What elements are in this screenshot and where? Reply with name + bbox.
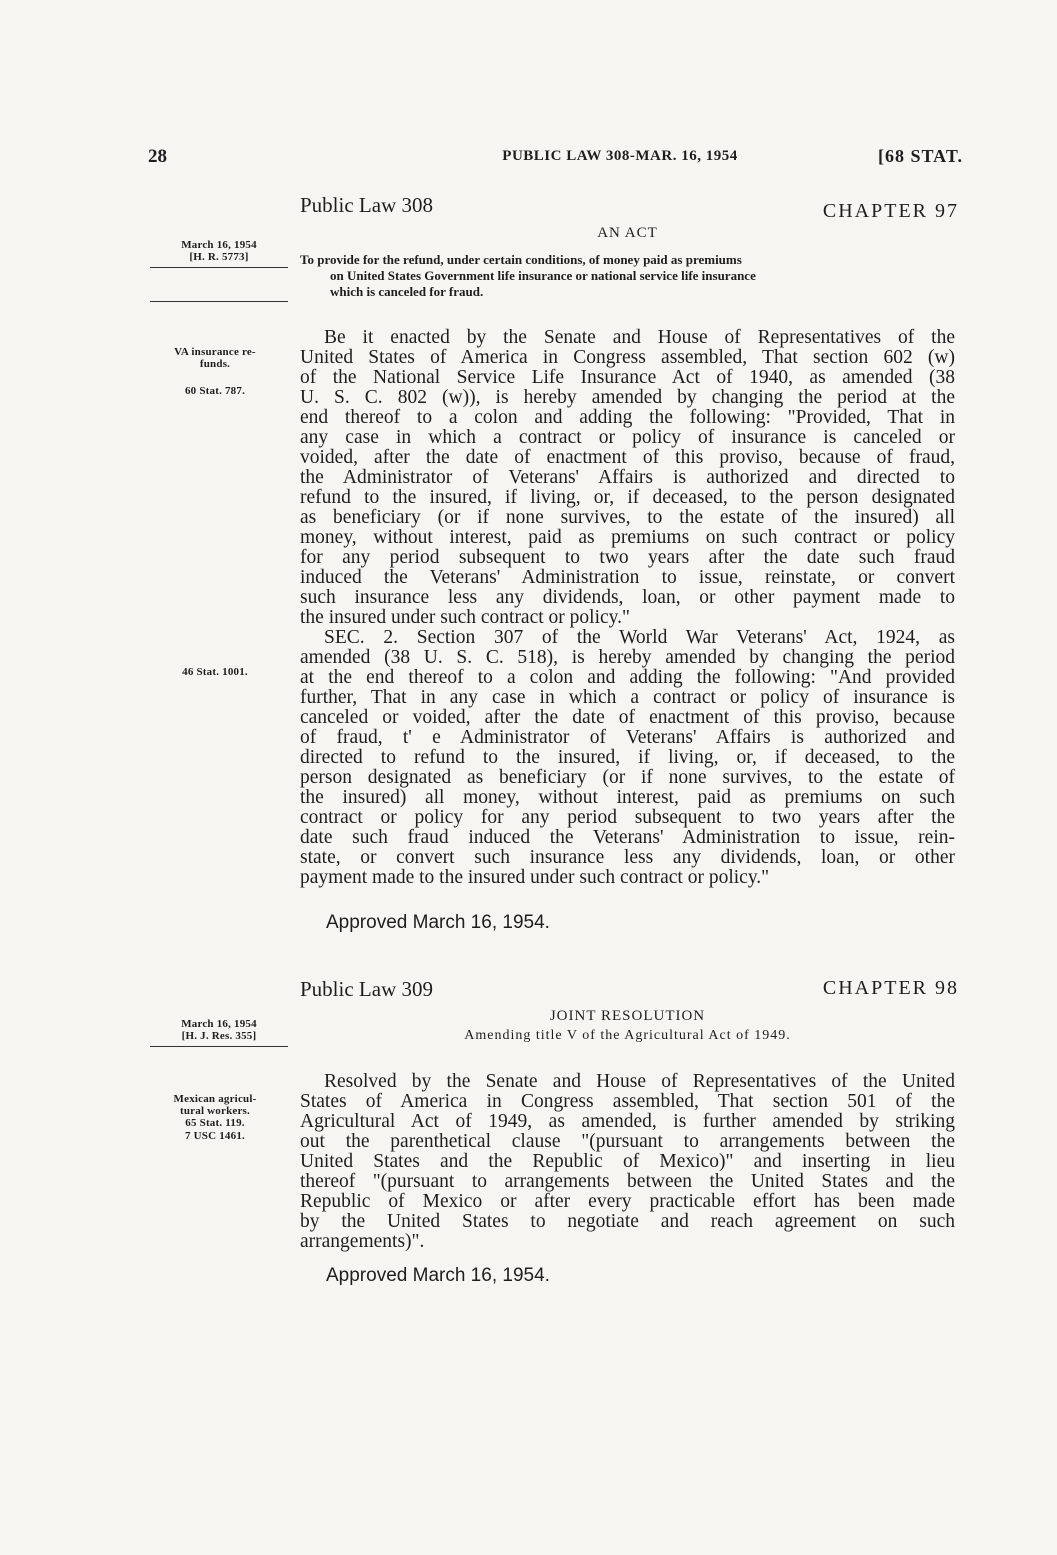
text-line: the insured) all money, without interest, paid as premiums on such	[300, 787, 955, 808]
margin-divider	[150, 267, 288, 268]
text-line: Agricultural Act of 1949, as amended, is further amended by striking	[300, 1111, 955, 1132]
margin-topic-va-insurance: VA insurance re- funds.	[174, 346, 256, 370]
text-line: arrangements)".	[300, 1231, 425, 1252]
text-line: refund to the insured, if living, or, if deceased, to the person designated	[300, 487, 955, 508]
text-line: induced the Veterans' Administration to issue, reinstate, or convert	[300, 567, 955, 588]
text-line: the insured under such contract or policy."	[300, 607, 630, 628]
text-line: States of America in Congress assembled, That section 501 of the	[300, 1091, 955, 1112]
public-law-309-label: Public Law 309	[300, 977, 433, 1001]
chapter-98-label: CHAPTER 98	[822, 977, 959, 999]
text-line: payment made to the insured under such contract or policy."	[300, 867, 770, 888]
text-line: state, or convert such insurance less any dividends, loan, or other	[300, 847, 955, 868]
text-line: Resolved by the Senate and House of Representatives of the United	[324, 1071, 955, 1092]
text-line: of the National Service Life Insurance Act of 1940, as amended (38	[300, 367, 955, 388]
act-purpose	[300, 252, 960, 300]
text-line: end thereof to a colon and adding the following: "Provided, That in	[300, 407, 955, 428]
margin-citation-7-usc: 7 USC 1461.	[185, 1130, 245, 1142]
running-title: PUBLIC LAW 308-MAR. 16, 1954	[502, 148, 738, 164]
margin-date-309	[150, 1018, 288, 1042]
text-line: out the parenthetical clause "(pursuant to arrangements between the	[300, 1131, 955, 1152]
text-line: for any period subsequent to two years after the date such fraud	[300, 547, 955, 568]
text-line: money, without interest, paid as premiums on such contract or policy	[300, 527, 955, 548]
purpose-line-1: To provide for the refund, under certain conditions, of money paid as premiums	[300, 252, 742, 267]
margin-divider	[150, 1046, 288, 1047]
margin-divider	[150, 301, 288, 302]
volume-reference: [68 STAT.	[877, 146, 963, 166]
text-line: date such fraud induced the Veterans' Administration to issue, rein-	[300, 827, 955, 848]
text-line: thereof "(pursuant to arrangements between the United States and the	[300, 1171, 955, 1192]
margin-date-308	[150, 239, 288, 263]
margin-topic-mexican-workers: Mexican agricul- tural workers.	[173, 1093, 257, 1117]
text-line: United States and the Republic of Mexico)" and inserting in lieu	[300, 1151, 955, 1172]
text-line: amended (38 U. S. C. 518), is hereby amended by changing the period	[300, 647, 955, 668]
margin-date: March 16, 1954	[181, 1018, 257, 1030]
text-line: of fraud, t' e Administrator of Veterans' Affairs is authorized and	[300, 727, 955, 748]
page-number: 28	[148, 146, 167, 167]
text-line: any case in which a contract or policy of insurance is canceled or	[300, 427, 955, 448]
text-line: SEC. 2. Section 307 of the World War Veterans' Act, 1924, as	[324, 627, 955, 648]
text-line: as beneficiary (or if none survives, to the estate of the insured) all	[300, 507, 955, 528]
margin-citation-46-stat: 46 Stat. 1001.	[182, 666, 248, 678]
law-308-text	[300, 328, 955, 888]
text-line: voided, after the date of enactment of this proviso, because of fraud,	[300, 447, 955, 468]
text-line: United States of America in Congress assembled, That section 602 (w)	[300, 347, 955, 368]
text-line: person designated as beneficiary (or if none survives, to the estate of	[300, 767, 955, 788]
text-line: canceled or voided, after the date of enactment of this proviso, because	[300, 707, 955, 728]
resolution-purpose: Amending title V of the Agricultural Act of 1949.	[464, 1028, 791, 1043]
margin-citation-60-stat: 60 Stat. 787.	[184, 385, 246, 397]
margin-citation-65-stat: 65 Stat. 119.	[185, 1117, 245, 1129]
text-line: at the end thereof to a colon and adding the following: "And provided	[300, 667, 955, 688]
text-line: directed to refund to the insured, if living, or, if deceased, to the	[300, 747, 955, 768]
approval-line-309: Approved March 16, 1954.	[326, 1265, 550, 1286]
text-line: the Administrator of Veterans' Affairs is authorized and directed to	[300, 467, 955, 488]
text-line: contract or policy for any period subsequent to two years after the	[300, 807, 955, 828]
margin-date: March 16, 1954	[181, 239, 257, 251]
joint-resolution-heading: JOINT RESOLUTION	[549, 1008, 706, 1024]
approval-line-308: Approved March 16, 1954.	[326, 912, 550, 933]
law-309-text	[300, 1072, 955, 1252]
text-line: by the United States to negotiate and reach agreement on such	[300, 1211, 955, 1232]
text-line: further, That in any case in which a contract or policy of insurance is	[300, 687, 955, 708]
chapter-97-label: CHAPTER 97	[822, 200, 959, 222]
margin-bill-number: [H. R. 5773]	[189, 251, 249, 263]
text-line: U. S. C. 802 (w)), is hereby amended by changing the period at the	[300, 387, 955, 408]
text-line: such insurance less any dividends, loan, or other payment made to	[300, 587, 955, 608]
purpose-line-3: which is canceled for fraud.	[330, 284, 484, 299]
public-law-308-label: Public Law 308	[300, 193, 433, 217]
purpose-line-2: on United States Government life insurance or national service life insurance	[330, 268, 756, 283]
text-line: Republic of Mexico or after every practicable effort has been made	[300, 1191, 955, 1212]
text-line: Be it enacted by the Senate and House of Representatives of the	[324, 327, 955, 348]
act-heading: AN ACT	[597, 225, 658, 241]
margin-bill-number: [H. J. Res. 355]	[181, 1030, 257, 1042]
